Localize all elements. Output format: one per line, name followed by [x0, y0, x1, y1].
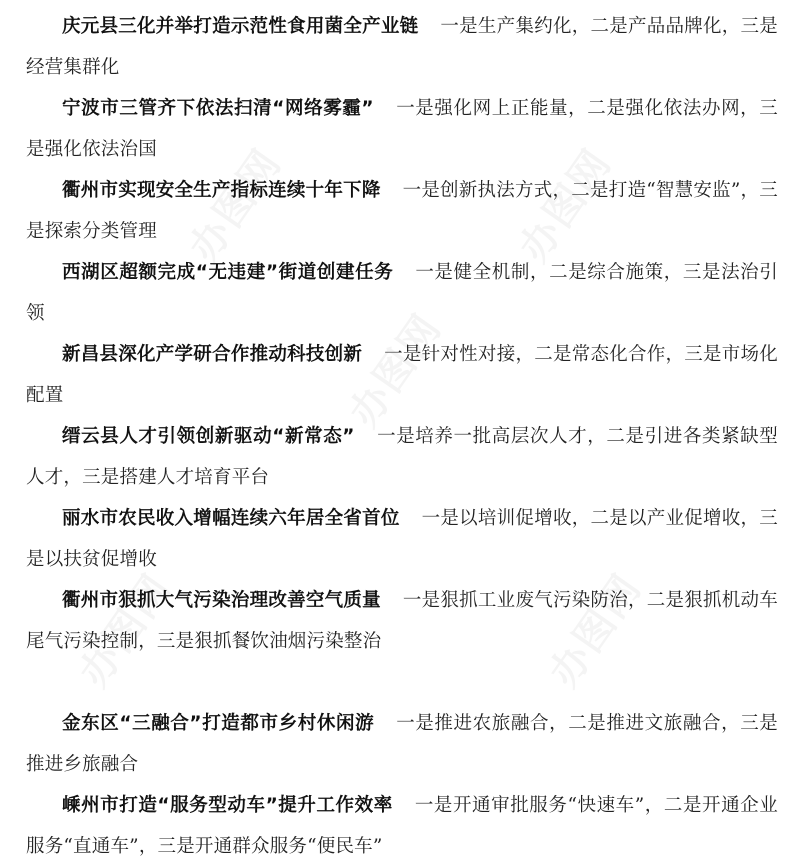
- news-entry: [26, 252, 778, 334]
- news-entry: [26, 170, 778, 252]
- entry-body: 一是以培训促增收，二是以产业促增收，三是以扶贫促增收: [26, 508, 778, 570]
- section-gap: [26, 662, 778, 703]
- entry-body: 一是开通审批服务“快速车”，二是开通企业服务“直通车”，三是开通群众服务“便民车”: [26, 795, 778, 857]
- entry-headline: 衢州市实现安全生产指标连续十年下降: [62, 180, 381, 201]
- entry-body: 一是生产集约化，二是产品品牌化，三是经营集群化: [26, 16, 778, 78]
- entry-body: 一是健全机制，二是综合施策，三是法治引领: [26, 262, 778, 324]
- news-entry: [26, 498, 778, 580]
- entry-headline: 缙云县人才引领创新驱动“新常态”: [62, 426, 355, 447]
- document-body: [26, 0, 778, 867]
- entry-headline: 丽水市农民收入增幅连续六年居全省首位: [62, 508, 400, 529]
- news-entry: [26, 416, 778, 498]
- entry-body: 一是推进农旅融合，二是推进文旅融合，三是推进乡旅融合: [26, 713, 778, 775]
- entry-headline: 金东区“三融合”打造都市乡村休闲游: [62, 713, 375, 734]
- news-entry: [26, 0, 778, 88]
- news-entry: [26, 703, 778, 785]
- entry-headline: 西湖区超额完成“无违建”街道创建任务: [62, 262, 394, 283]
- entry-body: 一是针对性对接，二是常态化合作，三是市场化配置: [26, 344, 779, 406]
- entry-body: 一是狠抓工业废气污染防治，二是狠抓机动车尾气污染控制，三是狠抓餐饮油烟污染整治: [26, 590, 778, 652]
- entry-headline: 衢州市狠抓大气污染治理改善空气质量: [62, 590, 381, 611]
- news-entry: [26, 334, 778, 416]
- news-entry: [26, 88, 778, 170]
- entry-body: 一是创新执法方式，二是打造“智慧安监”，三是探索分类管理: [26, 180, 778, 242]
- news-entry: [26, 580, 778, 662]
- entry-headline: 新昌县深化产学研合作推动科技创新: [62, 344, 363, 365]
- entry-headline: 宁波市三管齐下依法扫清“网络雾霾”: [62, 98, 374, 119]
- entry-body: 一是培养一批高层次人才，二是引进各类紧缺型人才，三是搭建人才培育平台: [26, 426, 778, 488]
- entry-headline: 嵊州市打造“服务型动车”提升工作效率: [62, 795, 393, 816]
- entry-headline: 庆元县三化并举打造示范性食用菌全产业链: [62, 16, 419, 37]
- news-entry: [26, 785, 778, 867]
- entry-body: 一是强化网上正能量，二是强化依法办网，三是强化依法治国: [26, 98, 778, 160]
